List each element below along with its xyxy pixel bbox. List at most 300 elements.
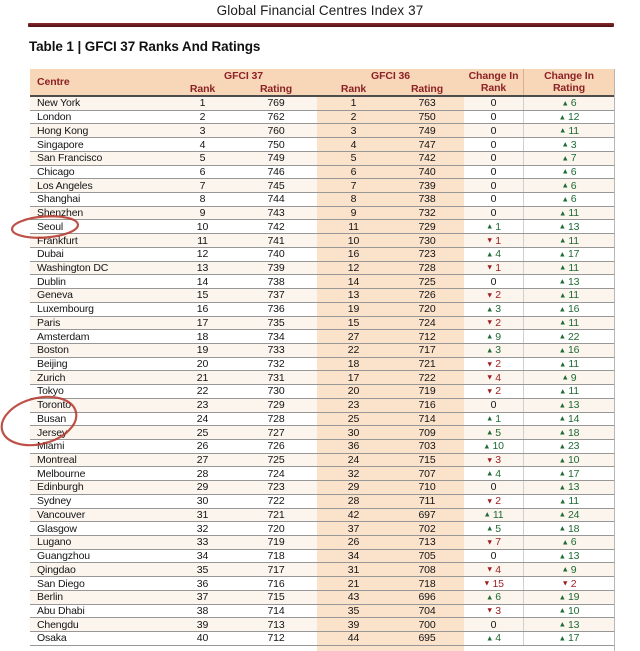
gfci36-rating-cell: 705 <box>390 550 464 563</box>
gfci37-rank-cell: 9 <box>199 207 206 220</box>
gfci37-rating-cell: 750 <box>267 138 285 151</box>
change-in-rank-cell: 0 <box>490 179 497 192</box>
change-in-rank-cell: ▲ 3 <box>486 344 501 357</box>
gfci37-rating-cell: 728 <box>267 412 285 425</box>
gfci36-rating-cell: 726 <box>390 289 464 302</box>
gfci37-rank-cell: 40 <box>196 632 209 645</box>
gfci36-rank-cell: 27 <box>317 330 390 343</box>
change-in-rating-cell: ▲ 6 <box>523 179 614 192</box>
gfci37-rating-cell: 739 <box>267 261 285 274</box>
change-in-rank-cell: ▲ 1 <box>486 220 501 233</box>
table-row <box>30 495 614 509</box>
change-in-rating-cell: ▲ 7 <box>523 152 614 165</box>
change-in-rank-cell: ▲ 4 <box>486 632 501 645</box>
column-header-centre: Centre <box>37 76 70 88</box>
gfci37-rank-cell: 24 <box>196 412 209 425</box>
gfci36-rating-cell: 722 <box>390 371 464 384</box>
change-in-rank-cell: 0 <box>490 97 497 110</box>
gfci37-rating-cell: 722 <box>267 495 285 508</box>
change-in-rating-cell: ▲ 10 <box>523 454 614 467</box>
table-row <box>30 179 614 193</box>
gfci36-rating-cell: 732 <box>390 207 464 220</box>
table-row <box>30 358 614 372</box>
table-row <box>30 289 614 303</box>
change-in-rank-cell: ▲ 5 <box>486 426 501 439</box>
centre-cell: Paris <box>37 316 61 329</box>
change-in-rating-cell: ▲ 13 <box>523 220 614 233</box>
gfci37-rank-cell: 7 <box>199 179 206 192</box>
change-in-rating-cell: ▲ 6 <box>523 166 614 179</box>
gfci36-rank-cell: 12 <box>317 262 390 275</box>
gfci37-rank-cell: 37 <box>196 591 209 604</box>
gfci37-rank-cell: 3 <box>199 124 206 137</box>
table-row <box>30 166 614 180</box>
centre-cell: Zurich <box>37 371 66 384</box>
gfci37-group-label: GFCI 37 <box>224 69 263 82</box>
centre-cell: Montreal <box>37 454 77 467</box>
gfci37-rank-cell: 10 <box>196 220 209 233</box>
gfci36-rating-cell: 742 <box>390 152 464 165</box>
change-in-rating-cell: ▲ 16 <box>523 344 614 357</box>
change-in-rating-cell: ▲ 6 <box>523 97 614 110</box>
centre-cell: Melbourne <box>37 467 86 480</box>
table-row <box>30 536 614 550</box>
gfci36-rating-cell: 763 <box>390 97 464 110</box>
change-in-rank-cell: ▲ 1 <box>486 412 501 425</box>
table-row <box>30 385 614 399</box>
table-row <box>30 632 614 646</box>
gfci36-rank-cell: 16 <box>317 248 390 261</box>
gfci37-rank-cell: 18 <box>196 330 209 343</box>
gfci36-rating-cell: 708 <box>390 563 464 576</box>
centre-cell: Shanghai <box>37 193 81 206</box>
gfci37-rank-cell: 22 <box>196 385 209 398</box>
change-in-rating-cell: ▲ 18 <box>523 522 614 535</box>
gfci36-rank-cell: 13 <box>317 289 390 302</box>
gfci37-rank-cell: 39 <box>196 618 209 631</box>
change-in-rating-cell: ▲ 13 <box>523 550 614 563</box>
table-row <box>30 413 614 427</box>
change-in-rank-cell: 0 <box>490 481 497 494</box>
gfci36-rank-cell: 43 <box>317 591 390 604</box>
change-in-rating-cell: ▲ 17 <box>523 632 614 645</box>
gfci36-rank-cell: 28 <box>317 495 390 508</box>
gfci36-rating-cell: 710 <box>390 481 464 494</box>
centre-cell: San Francisco <box>37 152 103 165</box>
gfci37-rank-cell: 8 <box>199 193 206 206</box>
change-in-rating-cell: ▲ 16 <box>523 303 614 316</box>
centre-cell: Chicago <box>37 165 75 178</box>
centre-cell: Busan <box>37 412 67 425</box>
table-row <box>30 509 614 523</box>
gfci36-rank-cell: 7 <box>317 179 390 192</box>
gfci37-rank-cell: 34 <box>196 550 209 563</box>
gfci37-rating-cell: 733 <box>267 344 285 357</box>
gfci37-rank-cell: 5 <box>199 152 206 165</box>
gfci36-rank-cell: 44 <box>317 632 390 645</box>
gfci37-rating-cell: 718 <box>267 550 285 563</box>
centre-cell: Jersey <box>37 426 68 439</box>
gfci36-rank-cell: 11 <box>317 220 390 233</box>
gfci36-rating-cell: 718 <box>390 577 464 590</box>
change-in-rating-cell: ▲ 22 <box>523 330 614 343</box>
gfci37-rating-cell: 717 <box>267 563 285 576</box>
change-in-rank-cell: ▲ 11 <box>483 508 504 521</box>
gfci36-rank-cell: 9 <box>317 207 390 220</box>
gfci37-rating-cell: 715 <box>267 591 285 604</box>
gfci36-rank-cell: 31 <box>317 563 390 576</box>
centre-cell: Seoul <box>37 220 64 233</box>
change-in-rank-cell: ▼ 2 <box>486 289 501 302</box>
change-in-rating-cell: ▲ 11 <box>523 358 614 371</box>
gfci36-rating-cell: 707 <box>390 467 464 480</box>
gfci37-rank-cell: 15 <box>196 289 209 302</box>
gfci36-rating-cell: 711 <box>390 495 464 508</box>
table-header <box>30 69 614 97</box>
gfci36-rank-cell: 10 <box>317 234 390 247</box>
table-row <box>30 248 614 262</box>
change-in-rating-cell: ▲ 3 <box>523 138 614 151</box>
table-row <box>30 275 614 289</box>
table-row <box>30 550 614 564</box>
change-in-rank-cell: ▼ 1 <box>486 234 501 247</box>
table-row <box>30 303 614 317</box>
change-in-rating-cell: ▲ 11 <box>523 317 614 330</box>
change-in-rank-cell: ▼ 2 <box>486 316 501 329</box>
centre-cell: Guangzhou <box>37 550 90 563</box>
gfci36-rank-cell: 18 <box>317 358 390 371</box>
gfci36-rank-cell: 1 <box>317 97 390 110</box>
gfci36-rank-cell: 25 <box>317 413 390 426</box>
gfci36-rank-cell: 39 <box>317 618 390 631</box>
change-in-rank-line1: Change In <box>468 70 519 82</box>
gfci37-rank-cell: 36 <box>196 577 209 590</box>
gfci36-rating-cell: 730 <box>390 234 464 247</box>
change-in-rank-cell: 0 <box>490 207 497 220</box>
table-row <box>30 618 614 632</box>
gfci36-rank-cell: 2 <box>317 111 390 124</box>
gfci37-rank-cell: 35 <box>196 563 209 576</box>
centre-cell: Chengdu <box>37 618 79 631</box>
gfci36-rating-cell: 696 <box>390 591 464 604</box>
change-in-rating-cell: ▲ 11 <box>523 262 614 275</box>
gfci36-rank-cell: 21 <box>317 577 390 590</box>
change-in-rank-cell: 0 <box>490 165 497 178</box>
centre-cell: Abu Dhabi <box>37 604 85 617</box>
centre-cell: London <box>37 111 72 124</box>
table-row <box>30 97 614 111</box>
table-row <box>30 454 614 468</box>
table-row <box>30 467 614 481</box>
gfci37-rating-cell: 769 <box>267 97 285 110</box>
change-in-rating-cell: ▲ 11 <box>523 289 614 302</box>
centre-cell: Amsterdam <box>37 330 90 343</box>
table-body <box>30 97 614 646</box>
change-in-rating-cell: ▲ 19 <box>523 591 614 604</box>
gfci37-rating-cell: 723 <box>267 481 285 494</box>
table-row <box>30 605 614 619</box>
table-row <box>30 577 614 591</box>
gfci37-rating-cell: 730 <box>267 385 285 398</box>
column-header-change-in-rank <box>464 69 523 95</box>
change-in-rating-cell: ▲ 9 <box>523 563 614 576</box>
gfci37-rating-cell: 716 <box>267 577 285 590</box>
column-group-gfci36 <box>317 69 464 95</box>
table-row <box>30 330 614 344</box>
change-in-rank-cell: ▲ 10 <box>483 440 504 453</box>
gfci-ranks-table <box>30 69 615 651</box>
gfci37-rating-cell: 719 <box>267 536 285 549</box>
change-in-rating-cell: ▲ 11 <box>523 495 614 508</box>
centre-cell: Qingdao <box>37 563 76 576</box>
gfci37-rank-cell: 28 <box>196 467 209 480</box>
gfci37-rating-cell: 738 <box>267 275 285 288</box>
gfci36-rating-cell: 724 <box>390 317 464 330</box>
centre-cell: Shenzhen <box>37 207 84 220</box>
gfci36-rank-cell: 24 <box>317 454 390 467</box>
centre-cell: Los Angeles <box>37 179 93 192</box>
gfci37-rank-cell: 21 <box>196 371 209 384</box>
gfci36-rank-cell: 8 <box>317 193 390 206</box>
change-in-rating-cell: ▲ 11 <box>523 207 614 220</box>
gfci37-rating-cell: 749 <box>267 152 285 165</box>
change-in-rank-cell: 0 <box>490 618 497 631</box>
centre-cell: Luxembourg <box>37 303 94 316</box>
gfci36-rating-cell: 714 <box>390 413 464 426</box>
change-in-rank-cell: ▲ 4 <box>486 467 501 480</box>
gfci36-rank-cell: 19 <box>317 303 390 316</box>
gfci37-rating-cell: 742 <box>267 220 285 233</box>
gfci36-rating-cell: 747 <box>390 138 464 151</box>
centre-cell: Vancouver <box>37 508 86 521</box>
gfci36-rating-cell: 715 <box>390 454 464 467</box>
change-in-rank-cell: ▲ 9 <box>486 330 501 343</box>
change-in-rank-cell: ▼ 2 <box>486 358 501 371</box>
gfci36-rating-cell: 713 <box>390 536 464 549</box>
gfci37-rating-cell: 740 <box>267 248 285 261</box>
gfci37-rank-cell: 14 <box>196 275 209 288</box>
change-in-rank-cell: 0 <box>490 550 497 563</box>
gfci37-rating-cell: 743 <box>267 207 285 220</box>
gfci37-rating-cell: 737 <box>267 289 285 302</box>
gfci36-rating-cell: 725 <box>390 275 464 288</box>
gfci36-rating-cell: 709 <box>390 426 464 439</box>
gfci37-rank-cell: 32 <box>196 522 209 535</box>
change-in-rank-cell: ▼ 15 <box>483 577 504 590</box>
gfci37-rank-cell: 2 <box>199 111 206 124</box>
column-header-change-in-rating <box>523 69 614 95</box>
gfci37-rating-cell: 734 <box>267 330 285 343</box>
gfci36-rank-cell: 32 <box>317 467 390 480</box>
centre-cell: Toronto <box>37 399 71 412</box>
gfci36-rank-cell: 4 <box>317 138 390 151</box>
centre-cell: Dublin <box>37 275 66 288</box>
centre-cell: Glasgow <box>37 522 77 535</box>
gfci36-rating-cell: 740 <box>390 166 464 179</box>
gfci37-rating-cell: 744 <box>267 193 285 206</box>
gfci36-rating-cell: 717 <box>390 344 464 357</box>
gfci36-rating-cell: 721 <box>390 358 464 371</box>
gfci36-rank-cell: 29 <box>317 481 390 494</box>
change-in-rating-cell: ▲ 12 <box>523 111 614 124</box>
change-in-rating-line2: Rating <box>552 82 586 94</box>
gfci37-rank-cell: 16 <box>196 303 209 316</box>
gfci36-rating-cell: 716 <box>390 399 464 412</box>
gfci36-rating-cell: 728 <box>390 262 464 275</box>
gfci37-rating-cell: 736 <box>267 303 285 316</box>
change-in-rank-cell: 0 <box>490 152 497 165</box>
gfci37-rank-cell: 26 <box>196 440 209 453</box>
gfci37-rank-cell: 30 <box>196 495 209 508</box>
change-in-rank-cell: ▼ 2 <box>486 495 501 508</box>
column-group-gfci37 <box>170 69 317 95</box>
gfci37-rank-cell: 1 <box>199 97 206 110</box>
gfci37-rank-cell: 25 <box>196 426 209 439</box>
column-header-gfci37-rating: Rating <box>259 82 293 95</box>
centre-cell: Hong Kong <box>37 124 89 137</box>
change-in-rank-cell: ▼ 4 <box>486 563 501 576</box>
change-in-rank-line2: Rank <box>480 82 507 94</box>
table-row <box>30 563 614 577</box>
gfci36-rating-cell: 704 <box>390 605 464 618</box>
table-row <box>30 262 614 276</box>
gfci37-rating-cell: 725 <box>267 454 285 467</box>
table-row <box>30 317 614 331</box>
change-in-rating-cell: ▲ 17 <box>523 248 614 261</box>
gfci36-rating-cell: 749 <box>390 124 464 137</box>
column-header-gfci37-rank: Rank <box>189 82 216 95</box>
change-in-rating-cell: ▲ 13 <box>523 399 614 412</box>
change-in-rank-cell: ▲ 6 <box>486 591 501 604</box>
gfci36-rank-cell: 15 <box>317 317 390 330</box>
gfci37-rating-cell: 762 <box>267 111 285 124</box>
table-row <box>30 440 614 454</box>
change-in-rank-cell: ▲ 4 <box>486 248 501 261</box>
gfci37-rating-cell: 727 <box>267 426 285 439</box>
table-bottom-strip <box>30 646 614 651</box>
change-in-rating-line1: Change In <box>544 70 594 82</box>
gfci36-rating-cell: 739 <box>390 179 464 192</box>
gfci36-rating-cell: 720 <box>390 303 464 316</box>
centre-cell: New York <box>37 97 81 110</box>
change-in-rank-cell: 0 <box>490 111 497 124</box>
gfci36-rank-cell: 6 <box>317 166 390 179</box>
gfci37-rating-cell: 735 <box>267 316 285 329</box>
gfci36-rank-cell: 34 <box>317 550 390 563</box>
gfci36-rank-cell: 20 <box>317 385 390 398</box>
column-header-gfci36-rating: Rating <box>410 82 444 95</box>
change-in-rating-cell: ▲ 9 <box>523 371 614 384</box>
gfci36-rank-cell: 3 <box>317 124 390 137</box>
change-in-rank-cell: 0 <box>490 138 497 151</box>
change-in-rank-cell: ▲ 3 <box>486 303 501 316</box>
gfci36-group-label: GFCI 36 <box>371 69 410 82</box>
centre-cell: Berlin <box>37 591 63 604</box>
title-divider-rule <box>28 23 614 27</box>
centre-cell: Dubai <box>37 248 64 261</box>
gfci36-band-stub <box>317 646 464 651</box>
gfci37-rank-cell: 12 <box>196 248 209 261</box>
gfci37-rating-cell: 760 <box>267 124 285 137</box>
gfci37-rank-cell: 20 <box>196 358 209 371</box>
gfci37-rank-cell: 33 <box>196 536 209 549</box>
page-title: Global Financial Centres Index 37 <box>216 3 424 18</box>
gfci36-rank-cell: 5 <box>317 152 390 165</box>
gfci36-rank-cell: 23 <box>317 399 390 412</box>
gfci37-rating-cell: 721 <box>267 508 285 521</box>
gfci36-rating-cell: 703 <box>390 440 464 453</box>
gfci37-rank-cell: 17 <box>196 316 209 329</box>
change-in-rating-cell: ▲ 14 <box>523 413 614 426</box>
centre-cell: Lugano <box>37 536 72 549</box>
gfci37-rating-cell: 741 <box>267 234 285 247</box>
gfci37-rating-cell: 713 <box>267 618 285 631</box>
table-row <box>30 399 614 413</box>
change-in-rating-cell: ▲ 6 <box>523 193 614 206</box>
gfci36-rating-cell: 729 <box>390 220 464 233</box>
gfci36-rank-cell: 14 <box>317 275 390 288</box>
gfci36-rank-cell: 26 <box>317 536 390 549</box>
centre-cell: Geneva <box>37 289 73 302</box>
gfci37-rank-cell: 23 <box>196 399 209 412</box>
gfci37-rank-cell: 38 <box>196 604 209 617</box>
gfci36-rating-cell: 702 <box>390 522 464 535</box>
table-row <box>30 124 614 138</box>
table-row <box>30 481 614 495</box>
centre-cell: Boston <box>37 344 69 357</box>
gfci37-rank-cell: 6 <box>199 165 206 178</box>
change-in-rank-cell: 0 <box>490 193 497 206</box>
centre-cell: Washington DC <box>37 261 109 274</box>
change-in-rank-cell: ▼ 3 <box>486 454 501 467</box>
gfci37-rank-cell: 4 <box>199 138 206 151</box>
table-row <box>30 426 614 440</box>
centre-cell: San Diego <box>37 577 85 590</box>
gfci36-rating-cell: 750 <box>390 111 464 124</box>
centre-cell: Sydney <box>37 495 72 508</box>
change-in-rating-cell: ▼ 2 <box>523 577 614 590</box>
gfci37-rank-cell: 29 <box>196 481 209 494</box>
centre-cell: Osaka <box>37 632 67 645</box>
gfci36-rating-cell: 695 <box>390 632 464 645</box>
table-title: Table 1 | GFCI 37 Ranks And Ratings <box>29 39 261 54</box>
gfci36-rank-cell: 42 <box>317 509 390 522</box>
centre-cell: Beijing <box>37 358 68 371</box>
gfci37-rating-cell: 729 <box>267 399 285 412</box>
change-in-rating-cell: ▲ 6 <box>523 536 614 549</box>
change-in-rating-cell: ▲ 23 <box>523 440 614 453</box>
gfci37-rating-cell: 712 <box>267 632 285 645</box>
change-in-rating-cell: ▲ 13 <box>523 481 614 494</box>
change-in-rating-cell: ▲ 13 <box>523 618 614 631</box>
gfci37-rating-cell: 745 <box>267 179 285 192</box>
change-in-rank-cell: ▼ 2 <box>486 385 501 398</box>
gfci36-rating-cell: 700 <box>390 618 464 631</box>
change-in-rating-cell: ▲ 17 <box>523 467 614 480</box>
gfci37-rank-cell: 19 <box>196 344 209 357</box>
gfci37-rating-cell: 746 <box>267 165 285 178</box>
change-in-rating-cell: ▲ 18 <box>523 426 614 439</box>
gfci37-rank-cell: 31 <box>196 508 209 521</box>
change-in-rank-cell: ▼ 3 <box>486 604 501 617</box>
change-in-rank-cell: 0 <box>490 124 497 137</box>
table-row <box>30 522 614 536</box>
table-row <box>30 111 614 125</box>
gfci36-rank-cell: 22 <box>317 344 390 357</box>
table-row <box>30 193 614 207</box>
gfci37-rating-cell: 731 <box>267 371 285 384</box>
gfci36-rank-cell: 17 <box>317 371 390 384</box>
